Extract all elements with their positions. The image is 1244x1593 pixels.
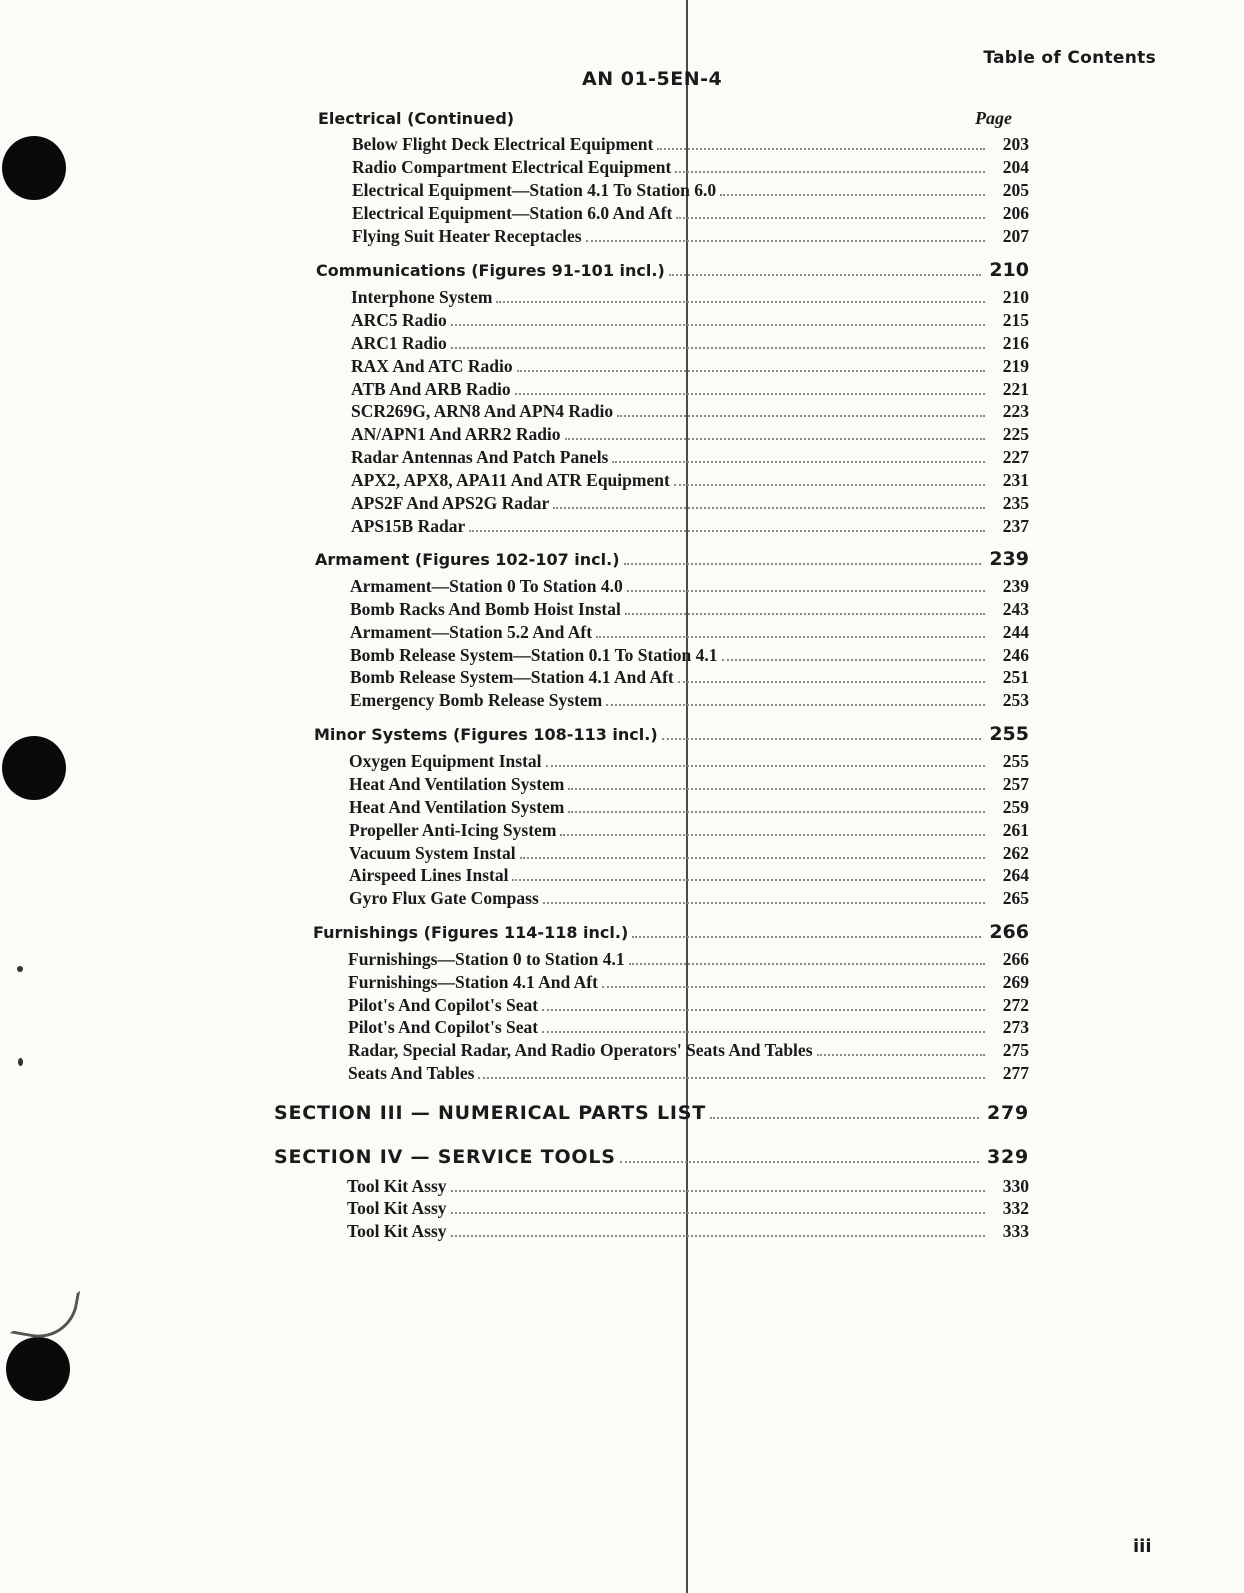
entry-label: APS15B Radar	[351, 516, 466, 536]
dot-leader	[451, 1212, 985, 1214]
dot-leader	[543, 902, 985, 904]
entry-label: Emergency Bomb Release System	[350, 690, 603, 710]
toc-group-heading[interactable]	[314, 723, 1029, 745]
dot-leader	[624, 563, 982, 565]
toc-entry[interactable]	[352, 203, 1029, 224]
toc-entry[interactable]	[348, 1063, 1029, 1084]
dot-leader	[451, 347, 985, 349]
entry-label: Furnishings—Station 0 to Station 4.1	[348, 949, 625, 969]
group-page: 210	[989, 259, 1029, 281]
entry-page: 253	[1002, 690, 1029, 710]
entry-page: 221	[1002, 379, 1029, 399]
entry-label: Bomb Release System—Station 0.1 To Station 4.1	[350, 645, 718, 665]
entry-page: 216	[1002, 333, 1029, 353]
toc-entry[interactable]	[349, 888, 1029, 909]
toc-entry[interactable]	[348, 1040, 1029, 1061]
entry-label: Radar, Special Radar, And Radio Operators' Seats And Tables	[348, 1040, 813, 1060]
entry-page: 239	[1002, 576, 1029, 596]
punch-hole-middle	[2, 736, 66, 800]
dot-leader	[676, 217, 985, 219]
group-title: Communications (Figures 91-101 incl.)	[316, 261, 665, 280]
entry-label: Armament—Station 0 To Station 4.0	[350, 576, 623, 596]
entry-page: 277	[1002, 1063, 1029, 1083]
entry-label: Heat And Ventilation System	[349, 797, 565, 817]
dot-leader	[620, 1161, 979, 1163]
entry-page: 204	[1002, 157, 1029, 177]
dot-leader	[662, 738, 982, 740]
entry-page: 262	[1002, 843, 1029, 863]
dot-leader	[515, 393, 985, 395]
document-number: AN 01-5EN-4	[582, 68, 723, 90]
dot-leader	[496, 301, 985, 303]
entry-label: Tool Kit Assy	[347, 1198, 447, 1218]
entry-page: 206	[1002, 203, 1029, 223]
toc-entry[interactable]	[349, 797, 1029, 818]
entry-page: 251	[1002, 667, 1029, 687]
dot-leader	[451, 1235, 985, 1237]
entry-label: ARC1 Radio	[351, 333, 447, 353]
entry-label: Electrical Equipment—Station 6.0 And Aft	[352, 203, 673, 223]
toc-group-heading[interactable]	[316, 259, 1029, 281]
toc-entry[interactable]	[349, 751, 1029, 772]
toc-entry[interactable]	[349, 774, 1029, 795]
entry-label: Oxygen Equipment Instal	[349, 751, 542, 771]
dot-leader	[625, 613, 985, 615]
entry-page: 269	[1002, 972, 1029, 992]
toc-entry[interactable]	[351, 447, 1029, 468]
toc-entry[interactable]	[348, 949, 1029, 970]
entry-label: APS2F And APS2G Radar	[351, 493, 550, 513]
toc-entry[interactable]	[347, 1176, 1029, 1197]
entry-page: 207	[1002, 226, 1029, 246]
dot-leader	[612, 461, 985, 463]
group-title: Armament (Figures 102-107 incl.)	[315, 550, 620, 569]
dot-leader	[674, 484, 985, 486]
toc-entry[interactable]	[350, 599, 1029, 620]
entry-page: 223	[1002, 401, 1029, 421]
toc-entry[interactable]	[351, 424, 1029, 445]
dot-leader	[629, 963, 985, 965]
toc-entry[interactable]	[351, 333, 1029, 354]
dot-leader	[542, 1031, 985, 1033]
entry-page: 244	[1002, 622, 1029, 642]
toc-group-heading[interactable]	[315, 548, 1029, 570]
dot-leader	[451, 324, 985, 326]
toc-entry[interactable]	[349, 865, 1029, 886]
entry-label: Tool Kit Assy	[347, 1221, 447, 1241]
dot-leader	[517, 370, 985, 372]
entry-label: Pilot's And Copilot's Seat	[348, 1017, 539, 1037]
toc-entry[interactable]	[351, 401, 1029, 422]
dot-leader	[546, 765, 985, 767]
dot-leader	[596, 636, 985, 638]
toc-entry[interactable]	[351, 356, 1029, 377]
section-title: SECTION III — NUMERICAL PARTS LIST	[274, 1102, 706, 1124]
toc-entry[interactable]	[347, 1221, 1029, 1242]
dot-leader	[675, 171, 985, 173]
dot-leader	[617, 415, 985, 417]
dot-leader	[720, 194, 985, 196]
toc-group-heading[interactable]	[313, 921, 1029, 943]
entry-label: RAX And ATC Radio	[351, 356, 513, 376]
toc-entry[interactable]	[352, 226, 1029, 247]
toc-section-heading[interactable]	[274, 1102, 1029, 1124]
section-page: 329	[986, 1146, 1029, 1168]
group-page: 266	[989, 921, 1029, 943]
entry-label: Radar Antennas And Patch Panels	[351, 447, 609, 467]
toc-group-heading	[318, 108, 1012, 129]
dot-leader	[632, 936, 981, 938]
entry-label: Airspeed Lines Instal	[349, 865, 509, 885]
dot-leader	[469, 530, 985, 532]
entry-label: SCR269G, ARN8 And APN4 Radio	[351, 401, 614, 421]
margin-dot	[18, 1058, 23, 1066]
entry-label: Heat And Ventilation System	[349, 774, 565, 794]
dot-leader	[553, 507, 985, 509]
toc-entry[interactable]	[349, 820, 1029, 841]
group-page: 239	[989, 548, 1029, 570]
dot-leader	[657, 148, 985, 150]
entry-page: 215	[1002, 310, 1029, 330]
dot-leader	[586, 240, 985, 242]
toc-entry[interactable]	[349, 843, 1029, 864]
section-page: 279	[986, 1102, 1029, 1124]
entry-page: 332	[1002, 1198, 1029, 1218]
page-number: iii	[1133, 1536, 1152, 1557]
entry-page: 237	[1002, 516, 1029, 536]
entry-label: ARC5 Radio	[351, 310, 447, 330]
toc-entry[interactable]	[351, 310, 1029, 331]
entry-page: 275	[1002, 1040, 1029, 1060]
dot-leader	[512, 879, 985, 881]
toc-section-heading[interactable]	[274, 1146, 1029, 1168]
punch-hole-top	[2, 136, 66, 200]
entry-label: Bomb Release System—Station 4.1 And Aft	[350, 667, 674, 687]
toc-entry[interactable]	[351, 493, 1029, 514]
running-title: Table of Contents	[983, 48, 1156, 68]
entry-label: ATB And ARB Radio	[351, 379, 511, 399]
toc-entry[interactable]	[351, 516, 1029, 537]
dot-leader	[710, 1117, 979, 1119]
toc-entry[interactable]	[350, 576, 1029, 597]
toc-entry[interactable]	[348, 1017, 1029, 1038]
dot-leader	[451, 1190, 985, 1192]
entry-label: Interphone System	[351, 287, 493, 307]
entry-label: Pilot's And Copilot's Seat	[348, 995, 539, 1015]
dot-leader	[722, 659, 985, 661]
entry-page: 243	[1002, 599, 1029, 619]
entry-label: Gyro Flux Gate Compass	[349, 888, 539, 908]
toc-entry[interactable]	[350, 667, 1029, 688]
dot-leader	[602, 986, 985, 988]
dot-leader	[678, 681, 985, 683]
toc-entry[interactable]	[348, 995, 1029, 1016]
toc-entry[interactable]	[352, 180, 1029, 201]
dot-leader	[568, 811, 985, 813]
entry-page: 203	[1002, 134, 1029, 154]
dot-leader	[606, 704, 985, 706]
dot-leader	[560, 834, 985, 836]
entry-page: 219	[1002, 356, 1029, 376]
entry-label: Tool Kit Assy	[347, 1176, 447, 1196]
entry-page: 272	[1002, 995, 1029, 1015]
toc-entry[interactable]	[350, 690, 1029, 711]
entry-label: Electrical Equipment—Station 4.1 To Station 6.0	[352, 180, 717, 200]
entry-page: 265	[1002, 888, 1029, 908]
section-title: SECTION IV — SERVICE TOOLS	[274, 1146, 616, 1168]
entry-page: 333	[1002, 1221, 1029, 1241]
toc-entry[interactable]	[351, 470, 1029, 491]
entry-label: Armament—Station 5.2 And Aft	[350, 622, 593, 642]
entry-page: 259	[1002, 797, 1029, 817]
group-title: Minor Systems (Figures 108-113 incl.)	[314, 725, 658, 744]
entry-page: 266	[1002, 949, 1029, 969]
dot-leader	[565, 438, 985, 440]
page-curl-mark	[10, 1280, 80, 1344]
dot-leader	[542, 1009, 985, 1011]
punch-hole-bottom	[6, 1337, 70, 1401]
toc-entry[interactable]	[352, 157, 1029, 178]
entry-label: Furnishings—Station 4.1 And Aft	[348, 972, 598, 992]
entry-page: 257	[1002, 774, 1029, 794]
toc-entry[interactable]	[352, 134, 1029, 155]
entry-label: AN/APN1 And ARR2 Radio	[351, 424, 561, 444]
entry-page: 227	[1002, 447, 1029, 467]
toc-entry[interactable]	[348, 972, 1029, 993]
entry-page: 235	[1002, 493, 1029, 513]
entry-page: 205	[1002, 180, 1029, 200]
group-title: Furnishings (Figures 114-118 incl.)	[313, 923, 629, 942]
toc-entry[interactable]	[351, 379, 1029, 400]
toc-entry[interactable]	[350, 645, 1029, 666]
margin-dot	[17, 966, 23, 972]
entry-page: 231	[1002, 470, 1029, 490]
group-page: 255	[989, 723, 1029, 745]
entry-page: 261	[1002, 820, 1029, 840]
dot-leader	[520, 857, 985, 859]
dot-leader	[478, 1077, 985, 1079]
entry-label: Seats And Tables	[348, 1063, 475, 1083]
entry-label: Bomb Racks And Bomb Hoist Instal	[350, 599, 621, 619]
group-title: Electrical (Continued)	[318, 109, 515, 128]
dot-leader	[817, 1054, 985, 1056]
dot-leader	[568, 788, 985, 790]
entry-page: 264	[1002, 865, 1029, 885]
entry-page: 225	[1002, 424, 1029, 444]
dot-leader	[627, 590, 985, 592]
dot-leader	[669, 274, 982, 276]
entry-page: 210	[1002, 287, 1029, 307]
entry-label: Below Flight Deck Electrical Equipment	[352, 134, 654, 154]
entry-label: Vacuum System Instal	[349, 843, 516, 863]
entry-label: APX2, APX8, APA11 And ATR Equipment	[351, 470, 670, 490]
entry-label: Flying Suit Heater Receptacles	[352, 226, 582, 246]
entry-label: Propeller Anti-Icing System	[349, 820, 557, 840]
entry-page: 273	[1002, 1017, 1029, 1037]
entry-page: 330	[1002, 1176, 1029, 1196]
entry-page: 255	[1002, 751, 1029, 771]
page-column-label: Page	[975, 108, 1012, 128]
toc-entry[interactable]	[350, 622, 1029, 643]
entry-page: 246	[1002, 645, 1029, 665]
toc-entry[interactable]	[347, 1198, 1029, 1219]
entry-label: Radio Compartment Electrical Equipment	[352, 157, 672, 177]
toc-entry[interactable]	[351, 287, 1029, 308]
